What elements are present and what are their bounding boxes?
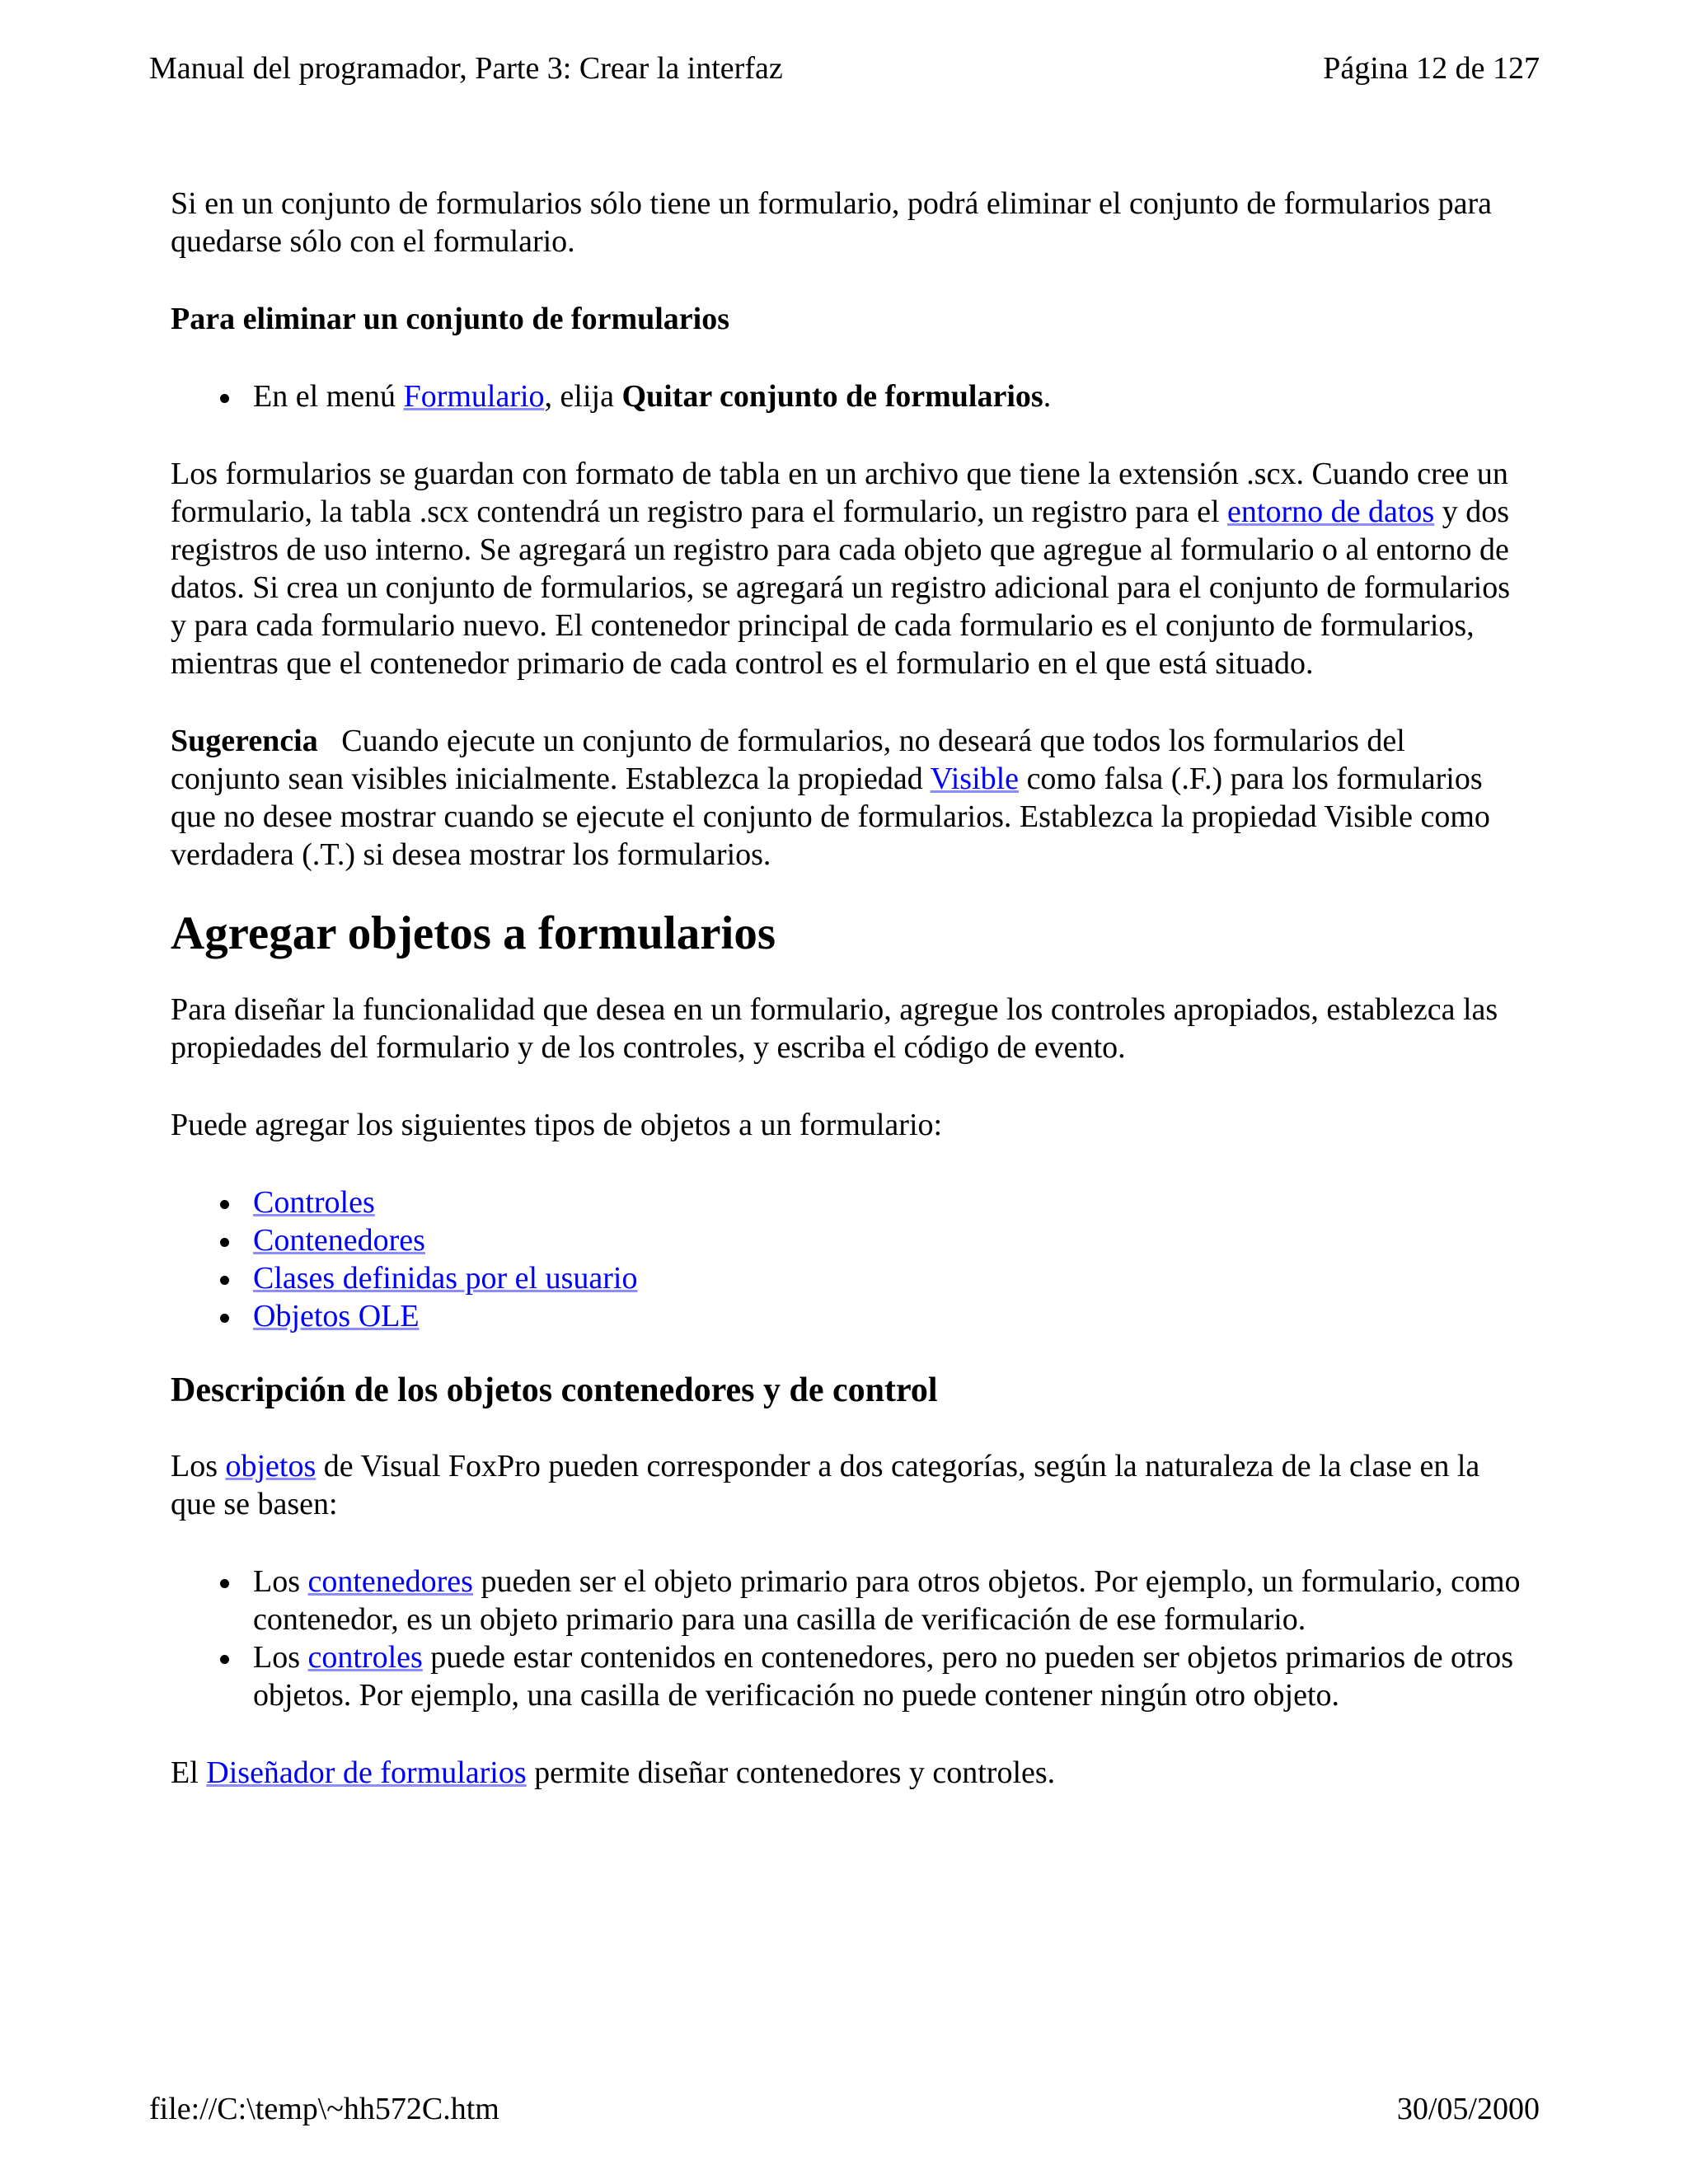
file-path: file://C:\temp\~hh572C.htm bbox=[149, 2092, 499, 2126]
procedure-heading: Para eliminar un conjunto de formularios bbox=[171, 302, 730, 336]
section-intro: Para diseñar la funcionalidad que desea en un formulario, agregue los controles apropiados, establezca las propiedades del formulario y de los controles, y escriba el código de evento. bbox=[171, 992, 1498, 1065]
document-body bbox=[171, 185, 1522, 1792]
page-header bbox=[149, 49, 1540, 87]
intro-paragraph: Si en un conjunto de formularios sólo tiene un formulario, podrá eliminar el conjunto de formularios para quedarse sólo con el formulario. bbox=[171, 186, 1492, 259]
designer-paragraph: El Diseñador de formularios permite diseñar contenedores y controles. bbox=[171, 1755, 1056, 1790]
print-date: 30/05/2000 bbox=[1396, 2092, 1540, 2126]
list-item: Los contenedores pueden ser el objeto primario para otros objetos. Por ejemplo, un formulario, como contenedor, es un objeto primario para una casilla de verificación de ese formulario. bbox=[171, 1563, 1522, 1638]
objects-paragraph: Los objetos de Visual FoxPro pueden corresponder a dos categorías, según la naturaleza de la clase en la que se basen: bbox=[171, 1449, 1480, 1521]
user-classes-link[interactable]: Clases definidas por el usuario bbox=[253, 1261, 638, 1296]
visible-property-link[interactable]: Visible bbox=[930, 762, 1020, 796]
document-title: Manual del programador, Parte 3: Crear la interfaz bbox=[149, 51, 783, 86]
list-item bbox=[171, 1259, 1522, 1297]
list-item bbox=[171, 1297, 1522, 1335]
list-item bbox=[171, 1221, 1522, 1259]
page-footer bbox=[149, 2090, 1540, 2128]
objects-link[interactable]: objetos bbox=[225, 1449, 316, 1483]
object-types-intro: Puede agregar los siguientes tipos de objetos a un formulario: bbox=[171, 1108, 943, 1142]
controls-link[interactable]: Controles bbox=[253, 1185, 375, 1220]
menu-command: Quitar conjunto de formularios bbox=[621, 379, 1043, 414]
containers-category-link[interactable]: contenedores bbox=[307, 1564, 473, 1599]
procedure-steps bbox=[171, 377, 1522, 415]
page-number: Página 12 de 127 bbox=[1323, 51, 1540, 86]
tip-label: Sugerencia bbox=[171, 724, 318, 758]
section-heading: Agregar objetos a formularios bbox=[171, 907, 776, 959]
scx-paragraph: Los formularios se guardan con formato de tabla en un archivo que tiene la extensión .scx. Cuando cree un formulario, la tabla .scx contendrá un registro para el formulario, un registro para el entorno de datos y dos registros de uso interno. Se agregará un registro para cada objeto que agregue al formulario o al entorno de datos. Si crea un conjunto de formularios, se agregará un registro adicional para el conjunto de formularios y para cada formulario nuevo. El contenedor principal de cada formulario es el conjunto de formularios, mientras que el contenedor primario de cada control es el formulario en el que está situado. bbox=[171, 457, 1511, 681]
form-designer-link[interactable]: Diseñador de formularios bbox=[206, 1755, 527, 1790]
subsection-heading: Descripción de los objetos contenedores y de control bbox=[171, 1371, 938, 1409]
ole-objects-link[interactable]: Objetos OLE bbox=[253, 1299, 420, 1333]
categories-list bbox=[171, 1563, 1522, 1714]
object-types-list bbox=[171, 1183, 1522, 1335]
tip-paragraph: Sugerencia Cuando ejecute un conjunto de formularios, no deseará que todos los formularios del conjunto sean visibles inicialmente. Establezca la propiedad Visible como falsa (.F.) para los formularios que no desee mostrar cuando se ejecute el conjunto de formularios. Establezca la propiedad Visible como verdadera (.T.) si desea mostrar los formularios. bbox=[171, 724, 1490, 872]
controls-category-link[interactable]: controles bbox=[307, 1640, 423, 1675]
list-item bbox=[171, 1183, 1522, 1221]
formulario-menu-link[interactable]: Formulario bbox=[403, 379, 545, 414]
list-item: Los controles puede estar contenidos en contenedores, pero no pueden ser objetos primarios de otros objetos. Por ejemplo, una casilla de verificación no puede contener ningún otro objeto. bbox=[171, 1638, 1522, 1714]
data-environment-link[interactable]: entorno de datos bbox=[1227, 494, 1435, 529]
containers-link[interactable]: Contenedores bbox=[253, 1223, 425, 1258]
procedure-step: En el menú Formulario, elija Quitar conjunto de formularios. bbox=[171, 377, 1522, 415]
